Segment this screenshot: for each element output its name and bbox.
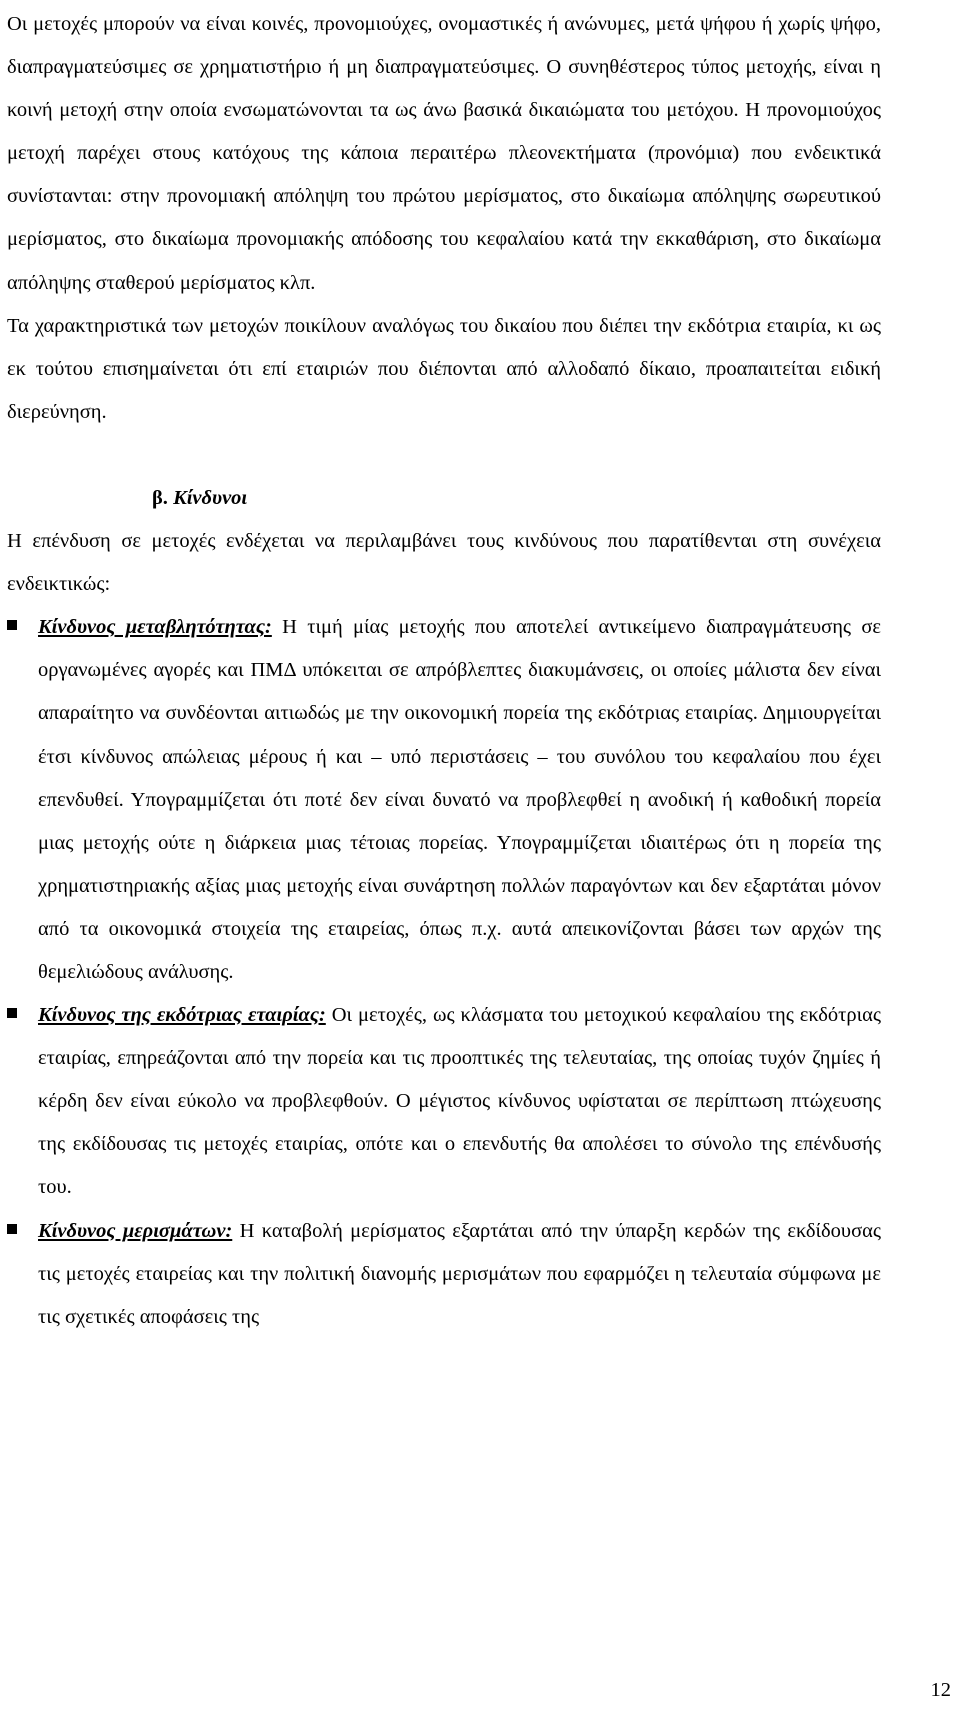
list-item xyxy=(7,1210,881,1339)
page-number: 12 xyxy=(930,1679,951,1701)
risk-term: Κίνδυνος της εκδότριας εταιρίας: xyxy=(38,1004,326,1027)
risk-term: Κίνδυνος μεταβλητότητας: xyxy=(38,616,272,639)
risk-description: Οι μετοχές, ως κλάσματα του μετοχικού κεφαλαίου της εκδότριας εταιρίας, επηρεάζονται από την πορεία και τις προοπτικές της τελευταίας, της οποίας τυχόν ζημίες ή κέρδη δεν είναι εύκολο να προβλεφθούν. Ο μέγιστος κίνδυνος υφίσταται σε περίπτωση πτώχευσης της εκδίδουσας τις μετοχές εταιρίας, οπότε και ο επενδυτής θα απολέσει το σύνολο της επένδυσής του. xyxy=(38,1004,882,1199)
section-title: Κίνδυνοι xyxy=(173,486,248,509)
intro-paragraph: Η επένδυση σε μετοχές ενδέχεται να περιλαμβάνει τους κινδύνους που παρατίθενται στη συνέχεια ενδεικτικώς: xyxy=(7,530,881,596)
risk-description: Η καταβολή μερίσματος εξαρτάται από την ύπαρξη κερδών της εκδίδουσας τις μετοχές εταιρείας και την πολιτική διανομής μερισμάτων που εφαρμόζει η τελευταία σύμφωνα με τις σχετικές αποφάσεις της xyxy=(38,1219,881,1328)
section-heading xyxy=(7,477,881,520)
square-bullet-icon xyxy=(7,620,17,630)
risk-description: Η τιμή μίας μετοχής που αποτελεί αντικείμενο διαπραγμάτευσης σε οργανωμένες αγορές και ΠΜΔ υπόκειται σε απρόβλεπτες διακυμάνσεις, οι οποίες μάλιστα δεν είναι απαραίτητο να συνδέονται αιτιωδώς με την οικονομική πορεία της εκδότριας εταιρίας. Δημιουργείται έτσι κίνδυνος απώλειας μέρους ή και – υπό περιστάσεις – του συνόλου του κεφαλαίου που έχει επενδυθεί. Υπογραμμίζεται ότι ποτέ δεν είναι δυνατό να προβλεφθεί η ανοδική ή καθοδική πορεία μιας μετοχής ούτε η διάρκεια μιας τέτοιας πορείας. Υπογραμμίζεται ιδιαιτέρως ότι η πορεία της χρηματιστηριακής αξίας μιας μετοχής είναι συνάρτηση πολλών παραγόντων και δεν εξαρτάται μόνον από τα οικονομικά στοιχεία της εταιρείας, όπως π.χ. αυτά απεικονίζονται βάσει των αρχών της θεμελιώδους ανάλυσης. xyxy=(38,616,881,983)
risk-list xyxy=(7,606,881,1339)
body-paragraph: Οι μετοχές μπορούν να είναι κοινές, προνομιούχες, ονομαστικές ή ανώνυμες, μετά ψήφου ή χωρίς ψήφο, διαπραγματεύσιμες σε χρηματιστήριο ή μη διαπραγματεύσιμες. Ο συνηθέστερος τύπος μετοχής, είναι η κοινή μετοχή στην οποία ενσωματώνονται τα ως άνω βασικά δικαιώματα του μετόχου. Η προνομιούχος μετοχή παρέχει στους κατόχους της κάποια περαιτέρω πλεονεκτήματα (προνόμια) που ενδεικτικά συνίστανται: στην προνομιακή απόληψη του πρώτου μερίσματος, στο δικαίωμα απόληψης σωρευτικού μερίσματος, στο δικαίωμα προνομιακής απόδοσης του κεφαλαίου κατά την εκκαθάριση, στο δικαίωμα απόληψης σταθερού μερίσματος κλπ. xyxy=(7,13,881,294)
square-bullet-icon xyxy=(7,1224,17,1234)
list-item xyxy=(7,606,881,994)
risk-term: Κίνδυνος μερισμάτων: xyxy=(38,1219,233,1242)
square-bullet-icon xyxy=(7,1008,17,1018)
section-number: β. xyxy=(152,486,168,509)
list-item xyxy=(7,994,881,1209)
document-body xyxy=(7,0,881,1339)
body-paragraph: Τα χαρακτηριστικά των μετοχών ποικίλουν αναλόγως του δικαίου που διέπει την εκδότρια εταιρία, κι ως εκ τούτου επισημαίνεται ότι επί εταιριών που διέπονται από αλλοδαπό δίκαιο, προαπαιτείται ειδική διερεύνηση. xyxy=(7,314,881,423)
